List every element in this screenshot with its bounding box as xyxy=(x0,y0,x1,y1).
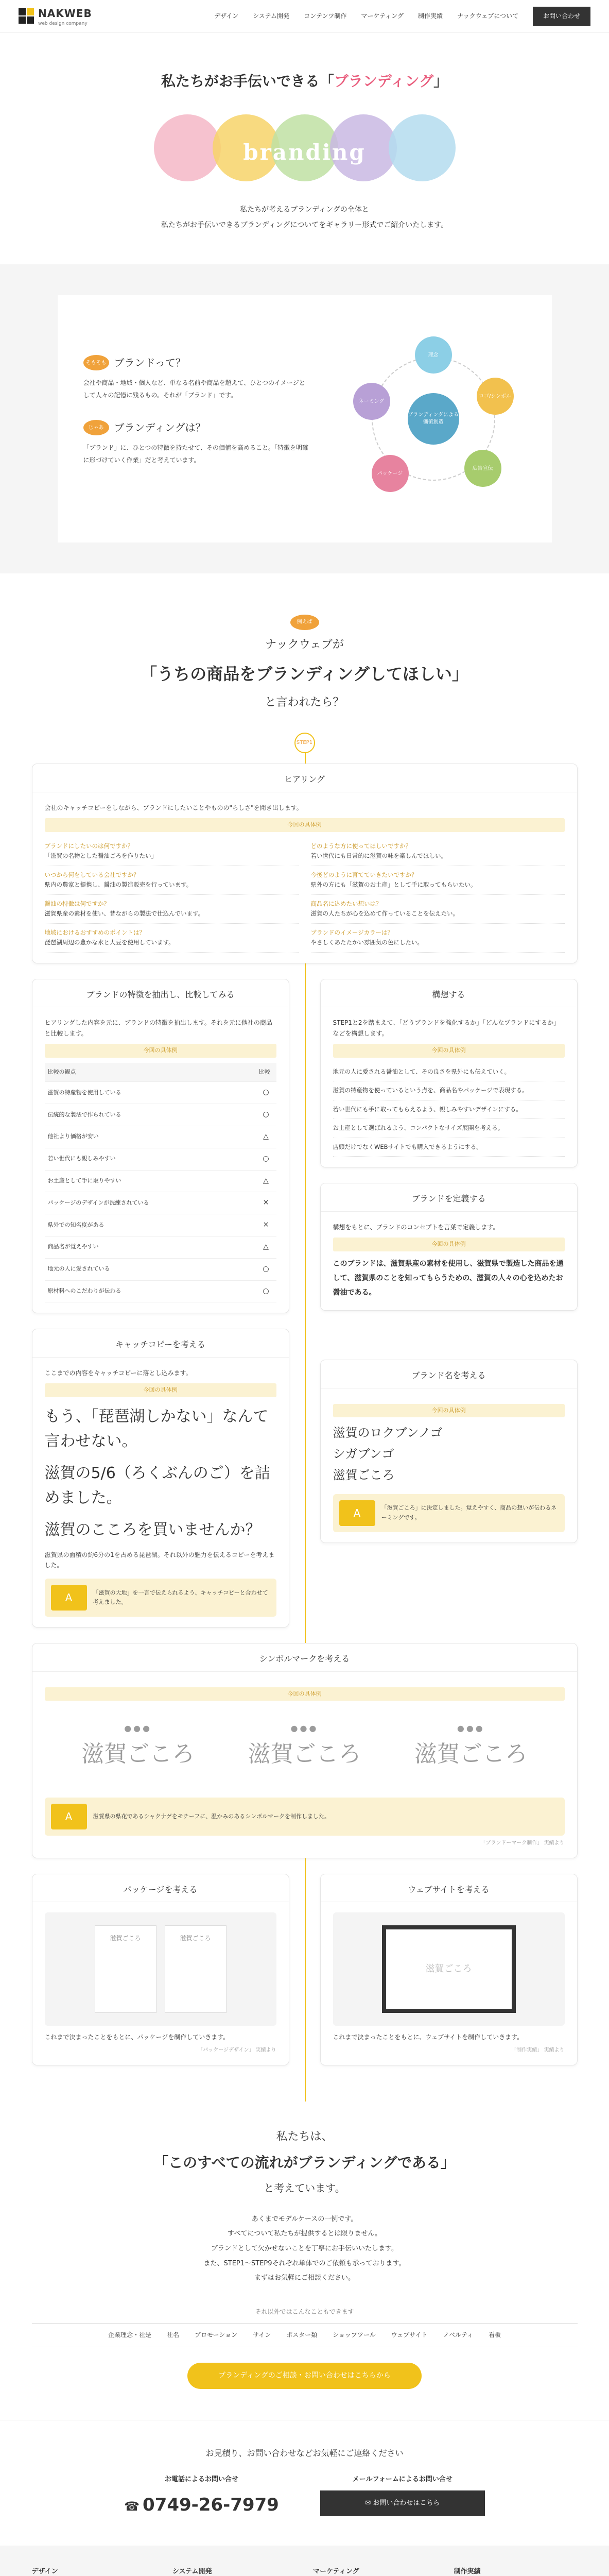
nav-marketing[interactable]: マーケティング xyxy=(361,12,404,20)
hero-intro-1: 私たちが考えるブランディングの全体と xyxy=(240,205,369,214)
table-cell-point: パッケージのデザインが洗練されている xyxy=(45,1192,256,1214)
answer-badge: A xyxy=(339,1500,375,1526)
step4-title: ブランドを定義する xyxy=(321,1183,577,1211)
step9-title: ウェブサイトを考える xyxy=(321,1874,577,1902)
service-item[interactable]: ウェブサイト xyxy=(391,2331,428,2339)
qa-answer: 「滋賀の名物とした醤油ごろを作りたい」 xyxy=(44,852,157,860)
table-cell-mark: × xyxy=(256,1214,276,1236)
list-item: お土産として選ばれるよう、コンパクトなサイズ展開を考える。 xyxy=(333,1119,565,1138)
service-item[interactable]: 看板 xyxy=(489,2331,501,2339)
qa-item xyxy=(45,866,299,895)
nav-system[interactable]: システム開発 xyxy=(253,12,289,20)
table-cell-point: 滋賀の特産物を使用している xyxy=(45,1082,256,1104)
service-item[interactable]: ショップツール xyxy=(333,2331,376,2339)
nav-design[interactable]: デザイン xyxy=(214,12,239,20)
symbol-wordmark: 滋賀ごころ xyxy=(414,1741,528,1768)
table-row xyxy=(45,1236,276,1258)
qa-item xyxy=(311,895,565,924)
step5-answer-box xyxy=(45,1579,276,1617)
qa-question: 醤油の特徴は何ですか？ xyxy=(44,900,110,907)
table-cell-mark: ○ xyxy=(256,1104,276,1126)
symbol-candidate xyxy=(414,1721,528,1774)
sitemap-heading[interactable]: システム開発 xyxy=(172,2568,212,2576)
qa-question: 地域におけるおすすめのポイントは？ xyxy=(44,928,146,936)
table-cell-point: 原材料へのこだわりが伝わる xyxy=(45,1280,256,1302)
qa-item xyxy=(45,837,299,866)
header-contact-button[interactable]: お問い合わせ xyxy=(533,7,590,25)
symbol-candidate xyxy=(81,1721,195,1774)
brand-q2-body: 「ブランド」に、ひとつの特徴を持たせて、その価値を高めること。「特徴を明確に形づけていく作業」だと考えています。 xyxy=(83,444,309,464)
request-line1: ナックウェブが xyxy=(265,638,344,652)
brand-name-candidate: シガブンゴ xyxy=(333,1446,394,1461)
monitor-mock: 滋賀ごころ xyxy=(382,1925,516,2013)
sitemap-column xyxy=(172,2566,296,2576)
site-header xyxy=(0,0,609,33)
step4-card xyxy=(320,1183,578,1310)
final-body-4: また、STEP1〜STEP9それぞれ単体でのご依頼も承っております。 xyxy=(203,2259,406,2267)
step1-number: STEP1 xyxy=(294,733,315,753)
nav-contents[interactable]: コンテンツ制作 xyxy=(303,12,347,20)
hero xyxy=(0,33,609,264)
step3-card xyxy=(320,979,578,1167)
mail-form-button[interactable]: ✉ お問い合わせはこちら xyxy=(320,2490,485,2516)
table-head-result: 比較 xyxy=(256,1063,276,1082)
table-row xyxy=(45,1148,276,1170)
list-item: 地元の人に愛される醤油として、その良さを県外にも伝えていく。 xyxy=(333,1063,565,1082)
services-list xyxy=(32,2323,578,2347)
sitemap-column xyxy=(313,2566,437,2576)
service-item[interactable]: 企業理念・社是 xyxy=(108,2331,151,2339)
step6-example-label: 今回の具体例 xyxy=(333,1404,565,1418)
table-cell-mark: △ xyxy=(256,1236,276,1258)
answer-badge: A xyxy=(51,1585,87,1611)
qa-question: どのような方に使ってほしいですか？ xyxy=(310,842,411,850)
package-image xyxy=(45,1912,276,2026)
qa-item xyxy=(311,924,565,953)
contact-section xyxy=(0,2420,609,2546)
symbol-candidate xyxy=(248,1721,361,1774)
final-line1: 私たちは、 xyxy=(276,2130,333,2143)
step3-list xyxy=(333,1063,565,1157)
branding-diagram xyxy=(341,326,526,512)
request-line2: 「うちの商品をブランディングしてほしい」 xyxy=(141,664,468,684)
table-cell-point: 若い世代にも親しみやすい xyxy=(45,1148,256,1170)
list-item: 滋賀の特産物を使っているという点を、商品名やパッケージで表現する。 xyxy=(333,1081,565,1100)
contact-title: お見積り、お問い合わせなどお気軽にご連絡ください xyxy=(205,2448,404,2459)
diagram-node: ロゴ/シンボル xyxy=(477,378,514,415)
step1-example-label: 今回の具体例 xyxy=(45,818,565,832)
site-logo[interactable] xyxy=(19,5,92,28)
answer-badge: A xyxy=(51,1804,87,1829)
logo-text: NAKWEB xyxy=(38,7,92,20)
comparison-table xyxy=(45,1063,276,1303)
table-row xyxy=(45,1082,276,1104)
sitemap-heading[interactable]: 制作実績 xyxy=(454,2568,481,2576)
final-body-1: あくまでモデルケースの一例です。 xyxy=(251,2215,358,2223)
table-row xyxy=(45,1214,276,1236)
step1-lead: 会社のキャッチコピーをしながら、ブランドにしたいことやものの"らしさ"を聞き出します。 xyxy=(44,804,303,811)
qa-question: ブランドにしたいのは何ですか？ xyxy=(44,842,133,850)
brand-what xyxy=(83,354,310,401)
step4-example-label: 今回の具体例 xyxy=(333,1238,565,1251)
brand-q2-title: ブランディングは？ xyxy=(114,421,206,434)
diagram-node: 理念 xyxy=(415,336,452,374)
diagram-node: パッケージ xyxy=(372,455,409,492)
table-cell-mark: ○ xyxy=(256,1082,276,1104)
step2-lead: ヒアリングした内容を元に、ブランドの特徴を抽出します。それを元に他社の商品と比較します。 xyxy=(44,1019,272,1037)
qa-item xyxy=(45,895,299,924)
table-cell-point: お土産として手に取りやすい xyxy=(45,1170,256,1192)
table-cell-point: 県外での知名度がある xyxy=(45,1214,256,1236)
brand-name-candidate: 滋賀ごころ xyxy=(333,1467,395,1482)
step2-title: ブランドの特徴を抽出し、比較してみる xyxy=(32,979,289,1007)
step1-title: ヒアリング xyxy=(32,764,577,792)
sitemap-column xyxy=(454,2566,577,2576)
qa-question: 商品名に込めたい想いは？ xyxy=(310,900,382,907)
brand-q1-title: ブランドって？ xyxy=(114,357,186,369)
step8-body: これまで決まったことをもとに、パッケージを制作していきます。 xyxy=(44,2033,230,2041)
sitemap-heading[interactable]: デザイン xyxy=(31,2568,58,2576)
qa-question: ブランドのイメージカラーは？ xyxy=(310,928,394,936)
qa-question: 今後どのように育てていきたいですか？ xyxy=(310,871,417,878)
table-cell-mark: ○ xyxy=(256,1148,276,1170)
step7-card xyxy=(32,1643,578,1858)
table-row xyxy=(45,1126,276,1148)
request-section xyxy=(0,573,609,733)
tel-number[interactable]: 0749-26-7979 xyxy=(143,2494,279,2515)
service-item[interactable]: サイン xyxy=(253,2331,271,2339)
catchcopy-3: 滋賀のこころを買いませんか？ xyxy=(44,1520,261,1539)
table-head-point: 比較の観点 xyxy=(45,1063,256,1082)
symbol-wordmark: 滋賀ごころ xyxy=(81,1741,195,1768)
hero-intro-2: 私たちがお手伝いできるブランディングについてをギャラリー形式でご紹介いたします。 xyxy=(161,221,448,230)
qa-answer: やさしくあたたかい雰囲気の色にしたい。 xyxy=(310,939,423,946)
qa-question: いつから何をしている会社ですか？ xyxy=(44,871,140,878)
table-cell-point: 伝統的な製法で作られている xyxy=(45,1104,256,1126)
step5-example-label: 今回の具体例 xyxy=(45,1383,276,1397)
final-body-3: ブランドとして欠かせないことを丁寧にお手伝いいたします。 xyxy=(211,2244,398,2252)
qa-answer: 琵琶湖周辺の豊かな水と大豆を使用しています。 xyxy=(44,939,175,946)
table-row xyxy=(45,1192,276,1214)
footer-sitemap xyxy=(0,2546,609,2576)
global-nav xyxy=(214,7,590,25)
catchcopy-note: 滋賀県の面積の約6分の1を占める琵琶湖。それ以外の魅力を伝えるコピーを考えました。 xyxy=(44,1551,275,1569)
phone-icon: ☎ xyxy=(124,2499,140,2514)
qa-answer: 滋賀の人たちが心を込めて作っていることを伝えたい。 xyxy=(310,910,459,918)
request-tag: 例えば xyxy=(290,615,319,630)
step9-caption[interactable]: 「制作実績」 実績より xyxy=(511,2047,565,2053)
table-row xyxy=(45,1170,276,1192)
hero-word: branding xyxy=(243,139,366,165)
step9-card xyxy=(320,1874,578,2065)
diagram-node: 広告宣伝 xyxy=(464,450,501,487)
catchcopy-2: 滋賀の5/6（ろくぶんのご）を詰めました。 xyxy=(44,1464,270,1507)
qa-item xyxy=(45,924,299,953)
contact-phone xyxy=(124,2474,279,2520)
step6-answer-box xyxy=(333,1494,565,1532)
steps-flow xyxy=(32,733,578,2101)
table-row xyxy=(45,1104,276,1126)
service-item[interactable]: ノベルティ xyxy=(443,2331,474,2339)
logo-mark-icon xyxy=(19,8,34,24)
step6-answer-text: 「滋賀ごころ」に決定しました。覚えやすく、商品の想いが伝わるネーミングです。 xyxy=(381,1504,557,1521)
brand-name-candidate: 滋賀のロクブンノゴ xyxy=(333,1426,443,1440)
step6-card xyxy=(320,1360,578,1543)
sitemap-column xyxy=(32,2566,155,2576)
brand-q1-tag: そもそも xyxy=(83,355,109,370)
mail-icon: ✉ xyxy=(365,2499,373,2507)
symbol-mark-icon: ●●● xyxy=(124,1723,152,1734)
step6-title: ブランド名を考える xyxy=(321,1360,577,1388)
table-cell-point: 地元の人に愛されている xyxy=(45,1258,256,1280)
step7-title: シンボルマークを考える xyxy=(32,1643,577,1671)
tel-label: お電話によるお問い合せ xyxy=(164,2475,238,2483)
request-line3: と言われたら？ xyxy=(265,696,344,709)
diagram-center: ブランディングによる価値創造 xyxy=(408,393,459,445)
contact-mail xyxy=(320,2474,485,2520)
service-item[interactable]: ポスター類 xyxy=(286,2331,318,2339)
step7-caption[interactable]: 「ブランドーマーク制作」 実績より xyxy=(480,1840,565,1846)
brand-name-candidates xyxy=(333,1422,565,1485)
nav-about[interactable]: ナックウェブについて xyxy=(457,12,518,20)
package-mock: 滋賀ごころ xyxy=(95,1925,156,2013)
hero-heading: 私たちがお手伝いできる「ブランディング」 xyxy=(161,73,448,90)
service-item[interactable]: 社名 xyxy=(166,2331,179,2339)
brand-q1-body: 会社や商品・地域・個人など、単なる名前や商品を超えて、ひとつのイメージとして人々の記憶に残るもの。それが「ブランド」です。 xyxy=(83,379,305,399)
step3-title: 構想する xyxy=(321,979,577,1007)
step7-answer-text: 滋賀県の県花であるシャクナゲをモチーフに、温かみのあるシンボルマークを制作しました。 xyxy=(93,1812,330,1820)
branding-what xyxy=(83,419,310,466)
brand-section xyxy=(0,264,609,573)
qa-item xyxy=(311,866,565,895)
diagram-node: ネーミング xyxy=(353,383,390,420)
step1-qa-left xyxy=(45,837,299,953)
step2-example-label: 今回の具体例 xyxy=(45,1044,276,1058)
step2-card xyxy=(32,979,289,1313)
qa-answer: 若い世代にも日常的に滋賀の味を楽しんでほしい。 xyxy=(310,852,447,860)
website-image xyxy=(333,1912,565,2026)
table-cell-point: 他社より価格が安い xyxy=(45,1126,256,1148)
final-line3: と考えています。 xyxy=(264,2181,345,2194)
branding-contact-button[interactable]: ブランディングのご相談・お問い合わせはこちらから xyxy=(187,2363,422,2389)
final-line2: 「このすべての流れがブランディングである」 xyxy=(154,2154,455,2172)
qa-answer: 県内の農家と提携し、醤油の製造販売を行っています。 xyxy=(44,881,193,889)
step9-body: これまで決まったことをもとに、ウェブサイトを制作していきます。 xyxy=(333,2033,524,2041)
final-body-5: まずはお気軽にご相談ください。 xyxy=(254,2274,355,2282)
step5-answer-text: 「滋賀の大地」を一言で伝えられるよう、キャッチコピーと合わせて考えました。 xyxy=(93,1589,268,1606)
hero-visual xyxy=(0,114,609,181)
table-cell-mark: × xyxy=(256,1192,276,1214)
step7-example-label: 今回の具体例 xyxy=(45,1687,565,1701)
brand-definition: このブランドは、滋賀県産の素材を使用し、滋賀県で製造した商品を通して、滋賀県のことを知ってもらうための、滋賀の人々の心を込めたお醤油である。 xyxy=(333,1259,564,1297)
symbol-candidates xyxy=(45,1706,565,1789)
table-cell-mark: ○ xyxy=(256,1280,276,1302)
table-cell-point: 商品名が覚えやすい xyxy=(45,1236,256,1258)
nav-works[interactable]: 制作実績 xyxy=(417,12,443,20)
step5-lead: ここまでの内容をキャッチコピーに落とし込みます。 xyxy=(44,1369,192,1377)
list-item: 若い世代にも手に取ってもらえるよう、親しみやすいデザインにする。 xyxy=(333,1100,565,1120)
table-cell-mark: △ xyxy=(256,1170,276,1192)
list-item: 店頭だけでなくWEBサイトでも購入できるようにする。 xyxy=(333,1138,565,1157)
step8-caption[interactable]: 「パッケージデザイン」 実績より xyxy=(198,2047,276,2053)
services-title: それ以外ではこんなこともできます xyxy=(255,2308,354,2315)
table-row xyxy=(45,1280,276,1302)
final-body-2: すべてについて私たちが提供するとは限りません。 xyxy=(227,2230,382,2238)
qa-answer: 滋賀県産の素材を使い、昔ながらの製法で仕込んでいます。 xyxy=(44,910,204,918)
catchcopy-1: もう、「琵琶湖しかない」なんて言わせない。 xyxy=(44,1407,269,1450)
table-cell-mark: ○ xyxy=(256,1258,276,1280)
symbol-mark-icon: ●●● xyxy=(290,1723,319,1734)
step8-card xyxy=(32,1874,289,2065)
step1-card xyxy=(32,764,578,963)
package-mock: 滋賀ごころ xyxy=(165,1925,227,2013)
symbol-wordmark: 滋賀ごころ xyxy=(248,1741,361,1768)
step1-qa-right xyxy=(311,837,565,953)
table-row xyxy=(45,1258,276,1280)
step5-card xyxy=(32,1329,289,1628)
qa-answer: 県外の方にも「滋賀のお土産」として手に取ってもらいたい。 xyxy=(310,881,477,889)
mail-label: メールフォームによるお問い合せ xyxy=(352,2475,453,2483)
step8-title: パッケージを考える xyxy=(32,1874,289,1902)
brand-q2-tag: じゃあ xyxy=(83,420,109,435)
service-item[interactable]: プロモーション xyxy=(195,2331,238,2339)
qa-item xyxy=(311,837,565,866)
sitemap-heading[interactable]: マーケティング xyxy=(313,2568,359,2576)
step7-answer-box xyxy=(45,1798,565,1836)
table-cell-mark: △ xyxy=(256,1126,276,1148)
conclusion xyxy=(0,2102,609,2420)
step4-lead: 構想をもとに、ブランドのコンセプトを言葉で定義します。 xyxy=(333,1223,499,1231)
step3-lead: STEP1と2を踏まえて、「どうブランドを強化するか」「どんなブランドにするか」などを構想します。 xyxy=(333,1019,560,1037)
step3-example-label: 今回の具体例 xyxy=(333,1044,565,1058)
step5-title: キャッチコピーを考える xyxy=(32,1329,289,1357)
logo-subtext: web design company xyxy=(38,21,88,26)
symbol-mark-icon: ●●● xyxy=(457,1723,485,1734)
